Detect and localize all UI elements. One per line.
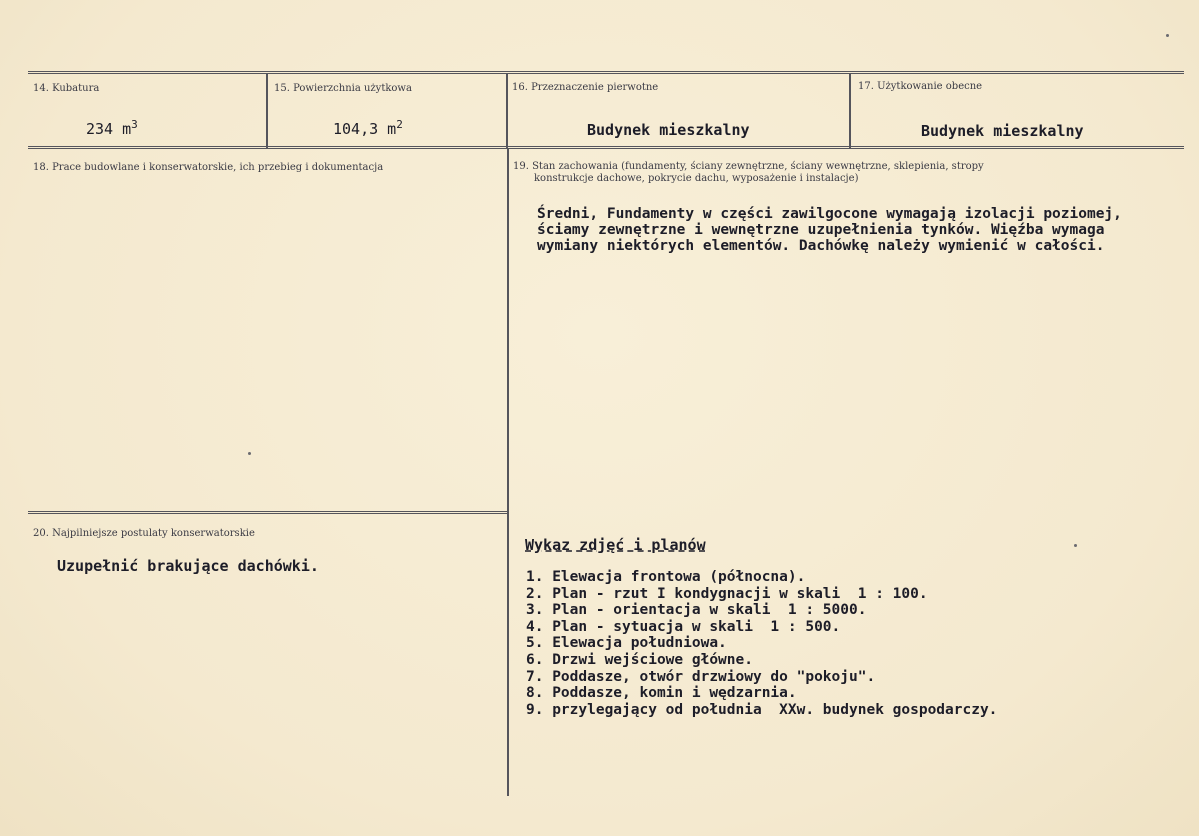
uzytkowanie-value: Budynek mieszkalny <box>921 122 1084 140</box>
paper-speck <box>1166 34 1169 37</box>
paper-speck <box>248 452 251 455</box>
postulaty-label: 20. Najpilniejsze postulaty konserwatorskie <box>33 528 255 539</box>
stan-text-line: Średni, Fundamenty w części zawilgocone wymagają izolacji poziomej, <box>537 206 1122 222</box>
col-divider-3 <box>849 74 851 148</box>
stan-text <box>537 206 1122 254</box>
list-item: 9. przylegający od południa XXw. budynek gospodarczy. <box>526 701 998 718</box>
row-rule-1 <box>28 146 1184 149</box>
wykaz-list <box>526 569 997 718</box>
row-rule-2 <box>28 511 508 514</box>
stan-text-line: wymiany niektórych elementów. Dachówkę należy wymienić w całości. <box>537 238 1105 254</box>
col-divider-2 <box>506 74 508 148</box>
list-item: 8. Poddasze, komin i wędzarnia. <box>526 685 797 702</box>
powierzchnia-label: 15. Powierzchnia użytkowa <box>274 83 412 94</box>
list-item: 7. Poddasze, otwór drzwiowy do "pokoju". <box>526 668 876 685</box>
stan-label-line1: 19. Stan zachowania (fundamenty, ściany zewnętrzne, ściany wewnętrzne, sklepienia, stropy <box>513 161 984 172</box>
list-item: 2. Plan - rzut I kondygnacji w skali 1 : 100. <box>526 585 928 602</box>
powierzchnia-value: 104,3 $m^2$ <box>333 118 403 138</box>
list-item: 1. Elewacja frontowa (północna). <box>526 569 806 585</box>
prace-label: 18. Prace budowlane i konserwatorskie, ich przebieg i dokumentacja <box>33 162 384 173</box>
list-item: 3. Plan - orientacja w skali 1 : 5000. <box>526 602 867 619</box>
przeznaczenie-value: Budynek mieszkalny <box>587 121 750 139</box>
paper-speck <box>1074 544 1077 547</box>
list-item: 6. Drzwi wejściowe główne. <box>526 651 753 668</box>
uzytkowanie-label: 17. Użytkowanie obecne <box>858 81 983 92</box>
list-item: 4. Plan - sytuacja w skali 1 : 500. <box>526 618 841 635</box>
kubatura-label: 14. Kubatura <box>33 83 100 94</box>
stan-text-line: ściamy zewnętrzne i wewnętrzne uzupełnienia tynków. Więźba wymaga <box>537 222 1105 238</box>
przeznaczenie-label: 16. Przeznaczenie pierwotne <box>512 82 659 93</box>
postulaty-value: Uzupełnić brakujące dachówki. <box>57 557 319 575</box>
top-rule <box>28 71 1184 74</box>
wykaz-heading: Wykaz zdjęć i planów <box>525 536 706 554</box>
list-item: 5. Elewacja południowa. <box>526 635 727 652</box>
kubatura-value: 234 $m^3$ <box>86 118 138 138</box>
main-divider <box>507 148 509 796</box>
stan-label-line2: konstrukcje dachowe, pokrycie dachu, wyposażenie i instalacje) <box>534 173 859 184</box>
col-divider-1 <box>266 74 268 148</box>
